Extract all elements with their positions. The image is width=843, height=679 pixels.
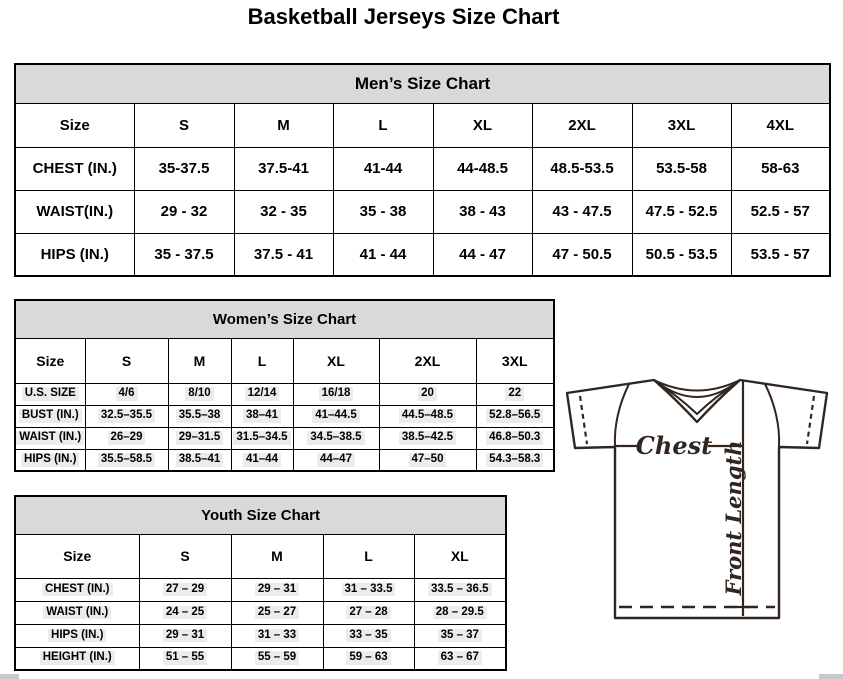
row-label-text: HEIGHT (IN.): [40, 651, 115, 665]
table-cell: 38 - 43: [433, 190, 532, 233]
table-row: [15, 103, 830, 147]
column-header: XL: [293, 338, 379, 383]
cell-value: 55 – 59: [255, 651, 299, 665]
table-cell: [231, 427, 293, 449]
table-cell: [139, 578, 231, 601]
table-cell: 32 - 35: [234, 190, 333, 233]
row-label: [15, 624, 139, 647]
scrollbar-fragment-left: [0, 674, 19, 679]
table-row: [15, 496, 506, 534]
youth-size-table: [14, 495, 507, 671]
column-header: 2XL: [379, 338, 476, 383]
table-row: [15, 233, 830, 276]
cell-value: 35 – 37: [438, 629, 482, 643]
table-cell: 43 - 47.5: [532, 190, 632, 233]
table-cell: [476, 405, 554, 427]
table-cell: [476, 449, 554, 471]
scrollbar-fragment-right: [819, 674, 843, 679]
cuff-stitch-right: [807, 396, 814, 444]
table-cell: [414, 624, 506, 647]
table-cell: [379, 449, 476, 471]
column-header: Size: [15, 103, 134, 147]
jersey-measurement-diagram: [556, 354, 842, 654]
table-cell: 53.5-58: [632, 147, 731, 190]
table-cell: [379, 405, 476, 427]
cell-value: 20: [418, 387, 437, 401]
table-row: [15, 147, 830, 190]
cell-value: 26–29: [108, 431, 146, 445]
armhole-seam-right: [765, 384, 779, 446]
table-cell: 41-44: [333, 147, 433, 190]
table-cell: 37.5-41: [234, 147, 333, 190]
column-header: 2XL: [532, 103, 632, 147]
cell-value: 38.5–41: [176, 453, 224, 467]
column-header: L: [333, 103, 433, 147]
cell-value: 38.5–42.5: [399, 431, 456, 445]
table-cell: 35-37.5: [134, 147, 234, 190]
cell-value: 41–44.5: [312, 409, 360, 423]
row-label-text: CHEST (IN.): [42, 583, 113, 597]
row-label-text: WAIST (IN.): [43, 606, 111, 620]
table-cell: 47 - 50.5: [532, 233, 632, 276]
page-title: Basketball Jerseys Size Chart: [247, 4, 560, 29]
cell-value: 31 – 33: [255, 629, 299, 643]
row-label: [15, 405, 85, 427]
cell-value: 29 – 31: [163, 629, 207, 643]
table-cell: [168, 383, 231, 405]
column-header: Size: [15, 338, 85, 383]
table-cell: [168, 427, 231, 449]
table-cell: [231, 647, 323, 670]
table-row: [15, 190, 830, 233]
row-label-text: HIPS (IN.): [21, 453, 79, 467]
table-cell: [323, 624, 414, 647]
table-row: [15, 405, 554, 427]
cell-value: 24 – 25: [163, 606, 207, 620]
cell-value: 31 – 33.5: [342, 583, 396, 597]
table-cell: [414, 578, 506, 601]
cell-value: 27 – 28: [346, 606, 390, 620]
cell-value: 8/10: [185, 387, 213, 401]
collar-inner-v: [660, 385, 734, 414]
table-cell: 50.5 - 53.5: [632, 233, 731, 276]
column-header: L: [231, 338, 293, 383]
row-label: [15, 427, 85, 449]
table-cell: 35 - 38: [333, 190, 433, 233]
column-header: L: [323, 534, 414, 578]
column-header: XL: [414, 534, 506, 578]
table-cell: [414, 601, 506, 624]
cell-value: 35.5–38: [176, 409, 224, 423]
cell-value: 29 – 31: [255, 583, 299, 597]
cell-value: 34.5–38.5: [307, 431, 364, 445]
row-label: [15, 383, 85, 405]
cell-value: 41–44: [243, 453, 281, 467]
table-cell: 44 - 47: [433, 233, 532, 276]
table-cell: [85, 427, 168, 449]
row-label: CHEST (IN.): [15, 147, 134, 190]
cell-value: 47–50: [409, 453, 447, 467]
table-cell: [323, 647, 414, 670]
cell-value: 46.8–50.3: [486, 431, 543, 445]
table-row: [15, 534, 506, 578]
row-label: [15, 647, 139, 670]
table-cell: 52.5 - 57: [731, 190, 830, 233]
cell-value: 27 – 29: [163, 583, 207, 597]
column-header: S: [134, 103, 234, 147]
cell-value: 52.8–56.5: [486, 409, 543, 423]
column-header: S: [85, 338, 168, 383]
row-label: HIPS (IN.): [15, 233, 134, 276]
table-row: [15, 578, 506, 601]
row-label: [15, 578, 139, 601]
cell-value: 51 – 55: [163, 651, 207, 665]
chest-label: Chest: [635, 431, 713, 460]
cell-value: 59 – 63: [346, 651, 390, 665]
cuff-stitch-left: [580, 396, 587, 444]
table-row: [15, 300, 554, 338]
table-cell: [476, 383, 554, 405]
table-cell: [323, 578, 414, 601]
column-header: M: [234, 103, 333, 147]
table-cell: 47.5 - 52.5: [632, 190, 731, 233]
table-cell: [379, 427, 476, 449]
table-cell: [168, 449, 231, 471]
table-cell: [231, 383, 293, 405]
table-cell: [293, 383, 379, 405]
table-cell: [139, 647, 231, 670]
row-label: [15, 449, 85, 471]
cell-value: 63 – 67: [438, 651, 482, 665]
table-cell: 29 - 32: [134, 190, 234, 233]
table-cell: [476, 427, 554, 449]
table-cell: [323, 601, 414, 624]
cell-value: 44–47: [317, 453, 355, 467]
mens-table-title: Men’s Size Chart: [15, 64, 830, 103]
cell-value: 22: [505, 387, 524, 401]
cell-value: 28 – 29.5: [433, 606, 487, 620]
table-cell: [293, 427, 379, 449]
row-label-text: HIPS (IN.): [48, 629, 106, 643]
table-cell: 48.5-53.5: [532, 147, 632, 190]
column-header: 3XL: [632, 103, 731, 147]
cell-value: 44.5–48.5: [399, 409, 456, 423]
row-label-text: BUST (IN.): [19, 409, 82, 423]
table-cell: [293, 405, 379, 427]
table-row: [15, 449, 554, 471]
table-row: [15, 338, 554, 383]
cell-value: 32.5–35.5: [98, 409, 155, 423]
table-cell: 44-48.5: [433, 147, 532, 190]
table-row: [15, 383, 554, 405]
table-cell: [168, 405, 231, 427]
table-cell: [231, 449, 293, 471]
table-cell: [139, 624, 231, 647]
cell-value: 29–31.5: [176, 431, 224, 445]
table-cell: [139, 601, 231, 624]
armhole-seam-left: [615, 384, 629, 446]
column-header: Size: [15, 534, 139, 578]
table-row: [15, 427, 554, 449]
cell-value: 33.5 – 36.5: [428, 583, 492, 597]
table-row: [15, 601, 506, 624]
table-cell: 41 - 44: [333, 233, 433, 276]
table-cell: 53.5 - 57: [731, 233, 830, 276]
cell-value: 54.3–58.3: [486, 453, 543, 467]
cell-value: 4/6: [116, 387, 138, 401]
column-header: M: [168, 338, 231, 383]
row-label-text: WAIST (IN.): [16, 431, 84, 445]
row-label: WAIST(IN.): [15, 190, 134, 233]
table-cell: [414, 647, 506, 670]
table-cell: 37.5 - 41: [234, 233, 333, 276]
row-label: [15, 601, 139, 624]
column-header: M: [231, 534, 323, 578]
table-cell: 58-63: [731, 147, 830, 190]
cell-value: 31.5–34.5: [233, 431, 290, 445]
table-cell: [231, 601, 323, 624]
table-cell: 35 - 37.5: [134, 233, 234, 276]
column-header: S: [139, 534, 231, 578]
front-length-label: Front Length: [721, 440, 746, 596]
cell-value: 38–41: [243, 409, 281, 423]
cell-value: 35.5–58.5: [98, 453, 155, 467]
table-cell: [85, 383, 168, 405]
table-cell: [231, 578, 323, 601]
column-header: 4XL: [731, 103, 830, 147]
table-cell: [85, 405, 168, 427]
youth-table-title: Youth Size Chart: [15, 496, 506, 534]
cell-value: 25 – 27: [255, 606, 299, 620]
mens-size-table: [14, 63, 831, 277]
womens-table-title: Women’s Size Chart: [15, 300, 554, 338]
table-cell: [231, 624, 323, 647]
table-cell: [379, 383, 476, 405]
row-label-text: U.S. SIZE: [22, 387, 79, 401]
table-row: [15, 64, 830, 103]
table-row: [15, 624, 506, 647]
cell-value: 16/18: [319, 387, 354, 401]
jersey-outline: [567, 380, 827, 618]
table-cell: [231, 405, 293, 427]
table-row: [15, 647, 506, 670]
cell-value: 12/14: [245, 387, 280, 401]
cell-value: 33 – 35: [346, 629, 390, 643]
womens-size-table: [14, 299, 555, 472]
column-header: XL: [433, 103, 532, 147]
column-header: 3XL: [476, 338, 554, 383]
table-cell: [85, 449, 168, 471]
table-cell: [293, 449, 379, 471]
